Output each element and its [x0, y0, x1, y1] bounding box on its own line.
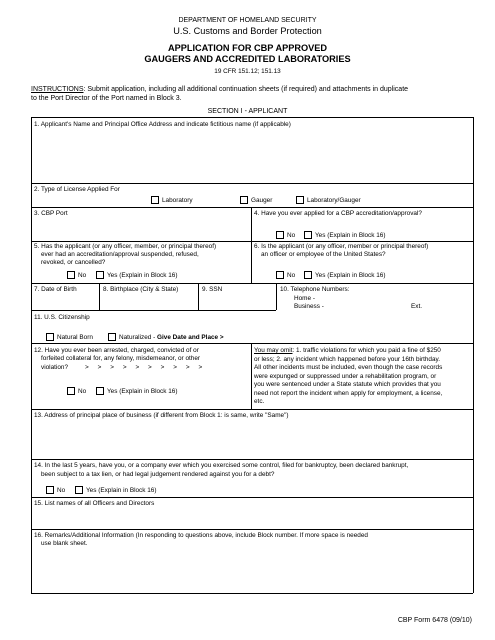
block13-label: 13. Address of principal place of business (if different from Block 1: is same, write "Same")	[34, 412, 289, 419]
block12-no-checkbox[interactable]	[67, 387, 75, 395]
block10-business: Business -	[294, 303, 324, 310]
frame-left	[31, 117, 32, 593]
form-title-line1: APPLICATION FOR CBP APPROVED	[167, 43, 328, 53]
block12-note-line6: need not report the incident when apply for employment, a license,	[254, 389, 443, 397]
block6-no-checkbox[interactable]	[276, 271, 284, 279]
block8-label: 8. Birthplace (City & State)	[103, 286, 179, 293]
block12-note-line3: All other incidents must be included, even though the case records	[254, 364, 443, 371]
block7-label: 7. Date of Birth	[34, 286, 77, 293]
block3-label: 3. CBP Port	[34, 210, 68, 217]
divider	[31, 183, 473, 184]
block12-note-text: : 1. traffic violations for which you paid a fine of $250	[292, 347, 441, 354]
block14-no-checkbox[interactable]	[46, 486, 54, 494]
block5-no-option: No	[78, 272, 87, 279]
block16-line1: 16. Remarks/Additional Information (In responding to questions above, include Block number. If more space is needed	[34, 532, 368, 539]
laboratory-option: Laboratory	[162, 197, 193, 204]
block4-yes-option: Yes (Explain in Block 16)	[315, 232, 386, 239]
block12-note-line5: you were sentenced under a State statute which provides that you	[254, 381, 441, 388]
block12-arrows: > > > > > > > > > >	[85, 364, 203, 371]
block2-label: 2. Type of License Applied For	[34, 186, 120, 193]
divider	[99, 283, 100, 310]
block14-line2: been subject to a tax lien, or had legal judgement rendered against you for a debt?	[41, 471, 275, 478]
divider	[31, 283, 473, 284]
divider	[31, 207, 473, 208]
block6-yes-option: Yes (Explain in Block 16)	[315, 272, 386, 279]
divider	[31, 310, 276, 311]
block14-yes-checkbox[interactable]	[75, 486, 83, 494]
instructions-line2: to the Port Director of the Port named in Block 3.	[31, 95, 182, 102]
block6-line2: an officer or employee of the United States?	[261, 251, 386, 258]
divider	[31, 241, 473, 242]
naturalized-text: Naturalized -	[119, 334, 158, 341]
block12-yes-checkbox[interactable]	[96, 387, 104, 395]
instructions-label: INSTRUCTIONS	[31, 86, 84, 93]
naturalized-option	[119, 334, 224, 342]
form-number: CBP Form 6478 (09/10)	[397, 617, 472, 624]
block12-line3: violation?	[41, 364, 69, 371]
divider	[251, 343, 252, 409]
block16-line2: use blank sheet.	[41, 540, 88, 547]
instructions-text: : Submit application, including all additional continuation sheets (if required) and attachments in duplicate	[83, 86, 409, 93]
gauger-checkbox[interactable]	[240, 196, 248, 204]
block14-line1: 14. In the last 5 years, have you, or a company ever which you exercised some control, filed for bankruptcy, been declared bankrupt,	[34, 462, 409, 469]
block4-yes-checkbox[interactable]	[304, 231, 312, 239]
cfr-reference: 19 CFR 151.12; 151.13	[214, 68, 281, 75]
block4-no-option: No	[287, 232, 296, 239]
natural-born-checkbox[interactable]	[46, 333, 54, 341]
divider	[31, 343, 473, 344]
naturalized-checkbox[interactable]	[108, 333, 116, 341]
divider	[31, 459, 473, 460]
instructions-line1	[31, 86, 408, 95]
naturalized-instruction: Give Date and Place >	[157, 334, 224, 341]
block12-note-line1	[254, 347, 441, 355]
block6-yes-checkbox[interactable]	[304, 271, 312, 279]
divider	[31, 497, 473, 498]
divider	[31, 529, 473, 530]
agency-name: U.S. Customs and Border Protection	[173, 26, 322, 36]
block6-no-option: No	[287, 272, 296, 279]
natural-born-option: Natural Born	[57, 334, 93, 341]
block5-line1: 5. Has the applicant (or any officer, member, or principal thereof)	[34, 243, 217, 250]
laboratory-checkbox[interactable]	[151, 196, 159, 204]
block5-line2: ever had an accreditation/approval suspended, refused,	[41, 251, 199, 258]
block15-label: 15. List names of all Officers and Directors	[34, 500, 155, 507]
block5-line3: revoked, or cancelled?	[41, 259, 106, 266]
block4-label: 4. Have you ever applied for a CBP accreditation/approval?	[254, 210, 422, 217]
divider	[31, 409, 473, 410]
frame-right	[473, 117, 474, 593]
divider	[276, 283, 277, 310]
block5-yes-checkbox[interactable]	[96, 271, 104, 279]
block11-label: 11. U.S. Citizenship	[34, 314, 90, 321]
block6-line1: 6. Is the applicant (or any officer, member or principal thereof)	[254, 243, 429, 250]
block1-label: 1. Applicant's Name and Principal Office Address and indicate fictitious name (if applicable)	[34, 121, 291, 128]
divider	[198, 283, 199, 310]
block12-note-line7: etc.	[254, 398, 265, 405]
block14-yes-option: Yes (Explain in Block 16)	[86, 487, 157, 494]
block12-note-line4: were expunged or suppressed under a rehabilitation program, or	[254, 372, 437, 380]
form-title-line2: GAUGERS AND ACCREDITED LABORATORIES	[144, 54, 351, 64]
block12-line1: 12. Have you ever been arrested, charged, convicted of or	[34, 347, 199, 354]
block5-no-checkbox[interactable]	[67, 271, 75, 279]
department-name: DEPARTMENT OF HOMELAND SECURITY	[178, 17, 317, 24]
block10-ext: Ext.	[411, 303, 423, 310]
block12-no-option: No	[78, 388, 87, 395]
block12-line2: forfeited collateral for, any felony, misdemeanor, or other	[41, 355, 201, 362]
frame-bottom	[31, 593, 473, 594]
block12-note-label: You may omit	[254, 347, 293, 354]
laboratory-gauger-option: Laboratory/Gauger	[307, 197, 361, 204]
frame-top	[31, 117, 473, 118]
gauger-option: Gauger	[251, 197, 273, 204]
laboratory-gauger-checkbox[interactable]	[296, 196, 304, 204]
block9-label: 9. SSN	[202, 286, 223, 293]
block5-yes-option: Yes (Explain in Block 16)	[107, 272, 178, 279]
block14-no-option: No	[57, 487, 66, 494]
section-title: SECTION I - APPLICANT	[207, 108, 288, 115]
block12-yes-option: Yes (Explain in Block 16)	[107, 388, 178, 395]
divider	[251, 207, 252, 283]
block12-note-line2: or less; 2. any incident which happened before your 16th birthday.	[254, 355, 441, 363]
block4-no-checkbox[interactable]	[276, 231, 284, 239]
block10-home: Home -	[294, 295, 315, 302]
block10-label: 10. Telephone Numbers:	[280, 286, 350, 293]
